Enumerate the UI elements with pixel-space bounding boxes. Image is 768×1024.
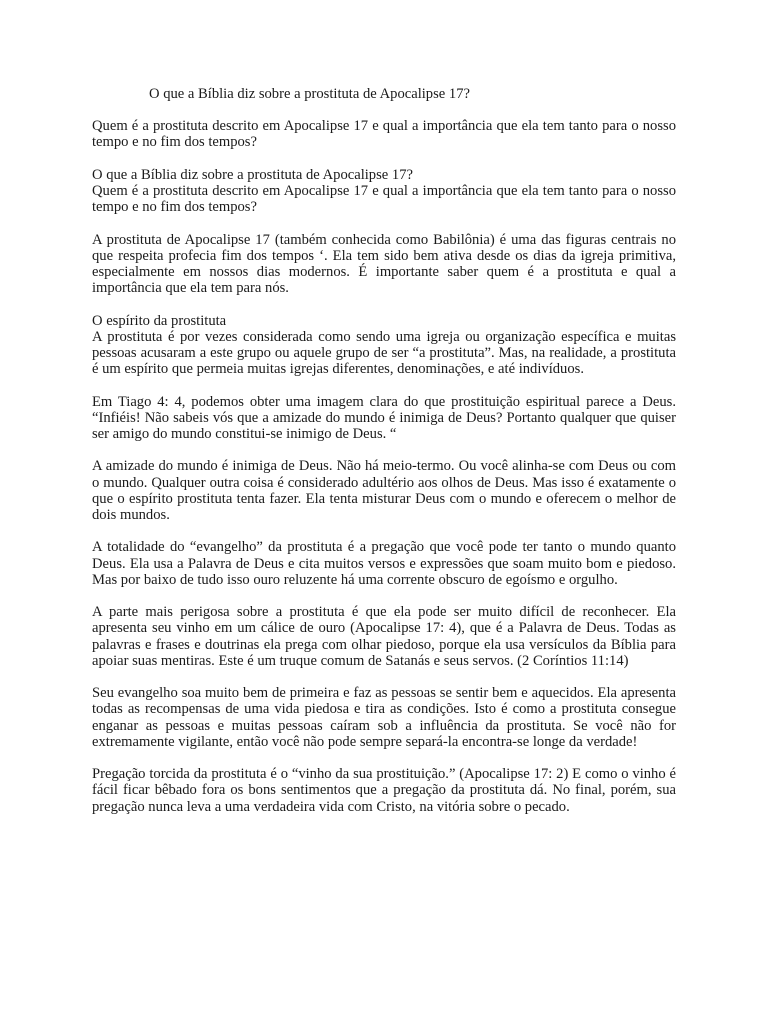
- paragraph-text: A totalidade do “evangelho” da prostituta é a pregação que você pode ter tanto o mundo quanto Deus. Ela usa a Palavra de Deus e cita muitos versos e expressões que soam muito bom e piedoso. Mas por baixo de tudo isso ouro reluzente há uma corrente obscuro de egoísmo e orgulho.: [92, 539, 676, 588]
- paragraph-text: A prostituta é por vezes considerada como sendo uma igreja ou organização específica e muitas pessoas acusaram a este grupo ou aquele grupo de ser “a prostituta”. Mas, na realidade, a prostituta é um espírito que permeia muitas igrejas diferentes, denominações, e até indivíduos.: [92, 328, 676, 378]
- paragraph-repeated-title-block: [92, 167, 676, 216]
- paragraph-text: A prostituta de Apocalipse 17 (também conhecida como Babilônia) é uma das figuras centrais no que respeita profecia fim dos tempos ‘. Ela tem sido bem ativa desde os dias da igreja primitiva, especialmente em nossos dias modernos. É importante saber quem é a prostituta e qual a importância que ela tem para nós.: [92, 231, 676, 297]
- paragraph-pregacao-torcida: [92, 766, 676, 815]
- paragraph-text: Pregação torcida da prostituta é o “vinho da sua prostituição.” (Apocalipse 17: 2) E como o vinho é fácil ficar bêbado fora os bons sentimentos que a pregação da prostituta dá. No final, porém, sua pregação nunca leva a uma verdadeira vida com Cristo, na vitória sobre o pecado.: [92, 766, 676, 815]
- paragraph-text: A amizade do mundo é inimiga de Deus. Não há meio-termo. Ou você alinha-se com Deus ou com o mundo. Qualquer outra coisa é considerado adultério aos olhos de Deus. Mas isso é exatamente o que o espírito prostituta tenta fazer. Ela tenta misturar Deus com o mundo e oferecem o melhor de dois mundos.: [92, 458, 676, 523]
- paragraph-tiago: [92, 394, 676, 443]
- paragraph-text: Seu evangelho soa muito bem de primeira e faz as pessoas se sentir bem e aquecidos. Ela apresenta todas as recompensas de uma vida piedosa e tira as condições. Isto é como a prostituta consegue enganar as pessoas e muitas pessoas caíram sob a influência da prostituta. Se você não for extremamente vigilante, então você não pode sempre separá-la encontra-se longe da verdade!: [92, 685, 676, 750]
- section-espirito: [92, 313, 676, 378]
- paragraph-amizade: [92, 458, 676, 523]
- paragraph-text: Quem é a prostituta descrito em Apocalipse 17 e qual a importância que ela tem tanto para o nosso tempo e no fim dos tempos?: [92, 118, 676, 151]
- paragraph-babilonia: [92, 232, 676, 297]
- paragraph-evangelho: [92, 539, 676, 588]
- paragraph-seu-evangelho: [92, 685, 676, 750]
- paragraph-text: A parte mais perigosa sobre a prostituta é que ela pode ser muito difícil de reconhecer. Ela apresenta seu vinho em um cálice de ouro (Apocalipse 17: 4), que é a Palavra de Deus. Todas as palavras e frases e doutrinas ela prega com olhar piedoso, porque ela usa versículos da Bíblia para apoiar suas mentiras. Este é um truque comum de Satanás e seus servos. (2 Coríntios 11:14): [92, 604, 676, 669]
- paragraph-text: Em Tiago 4: 4, podemos obter uma imagem clara do que prostituição espiritual parece a Deus. “Infiéis! Não sabeis vós que a amizade do mundo é inimiga de Deus? Portanto qualquer que quiser ser amigo do mundo constitui-se inimigo de Deus. “: [92, 393, 676, 442]
- repeated-title: O que a Bíblia diz sobre a prostituta de Apocalipse 17?: [92, 166, 413, 183]
- document-page: [92, 86, 676, 831]
- document-title: O que a Bíblia diz sobre a prostituta de Apocalipse 17?: [149, 86, 470, 102]
- paragraph-perigosa: [92, 604, 676, 669]
- repeated-question: Quem é a prostituta descrito em Apocalipse 17 e qual a importância que ela tem tanto para o nosso tempo e no fim dos tempos?: [92, 183, 676, 216]
- paragraph-question-intro: [92, 118, 676, 150]
- section-heading: O espírito da prostituta: [92, 312, 227, 329]
